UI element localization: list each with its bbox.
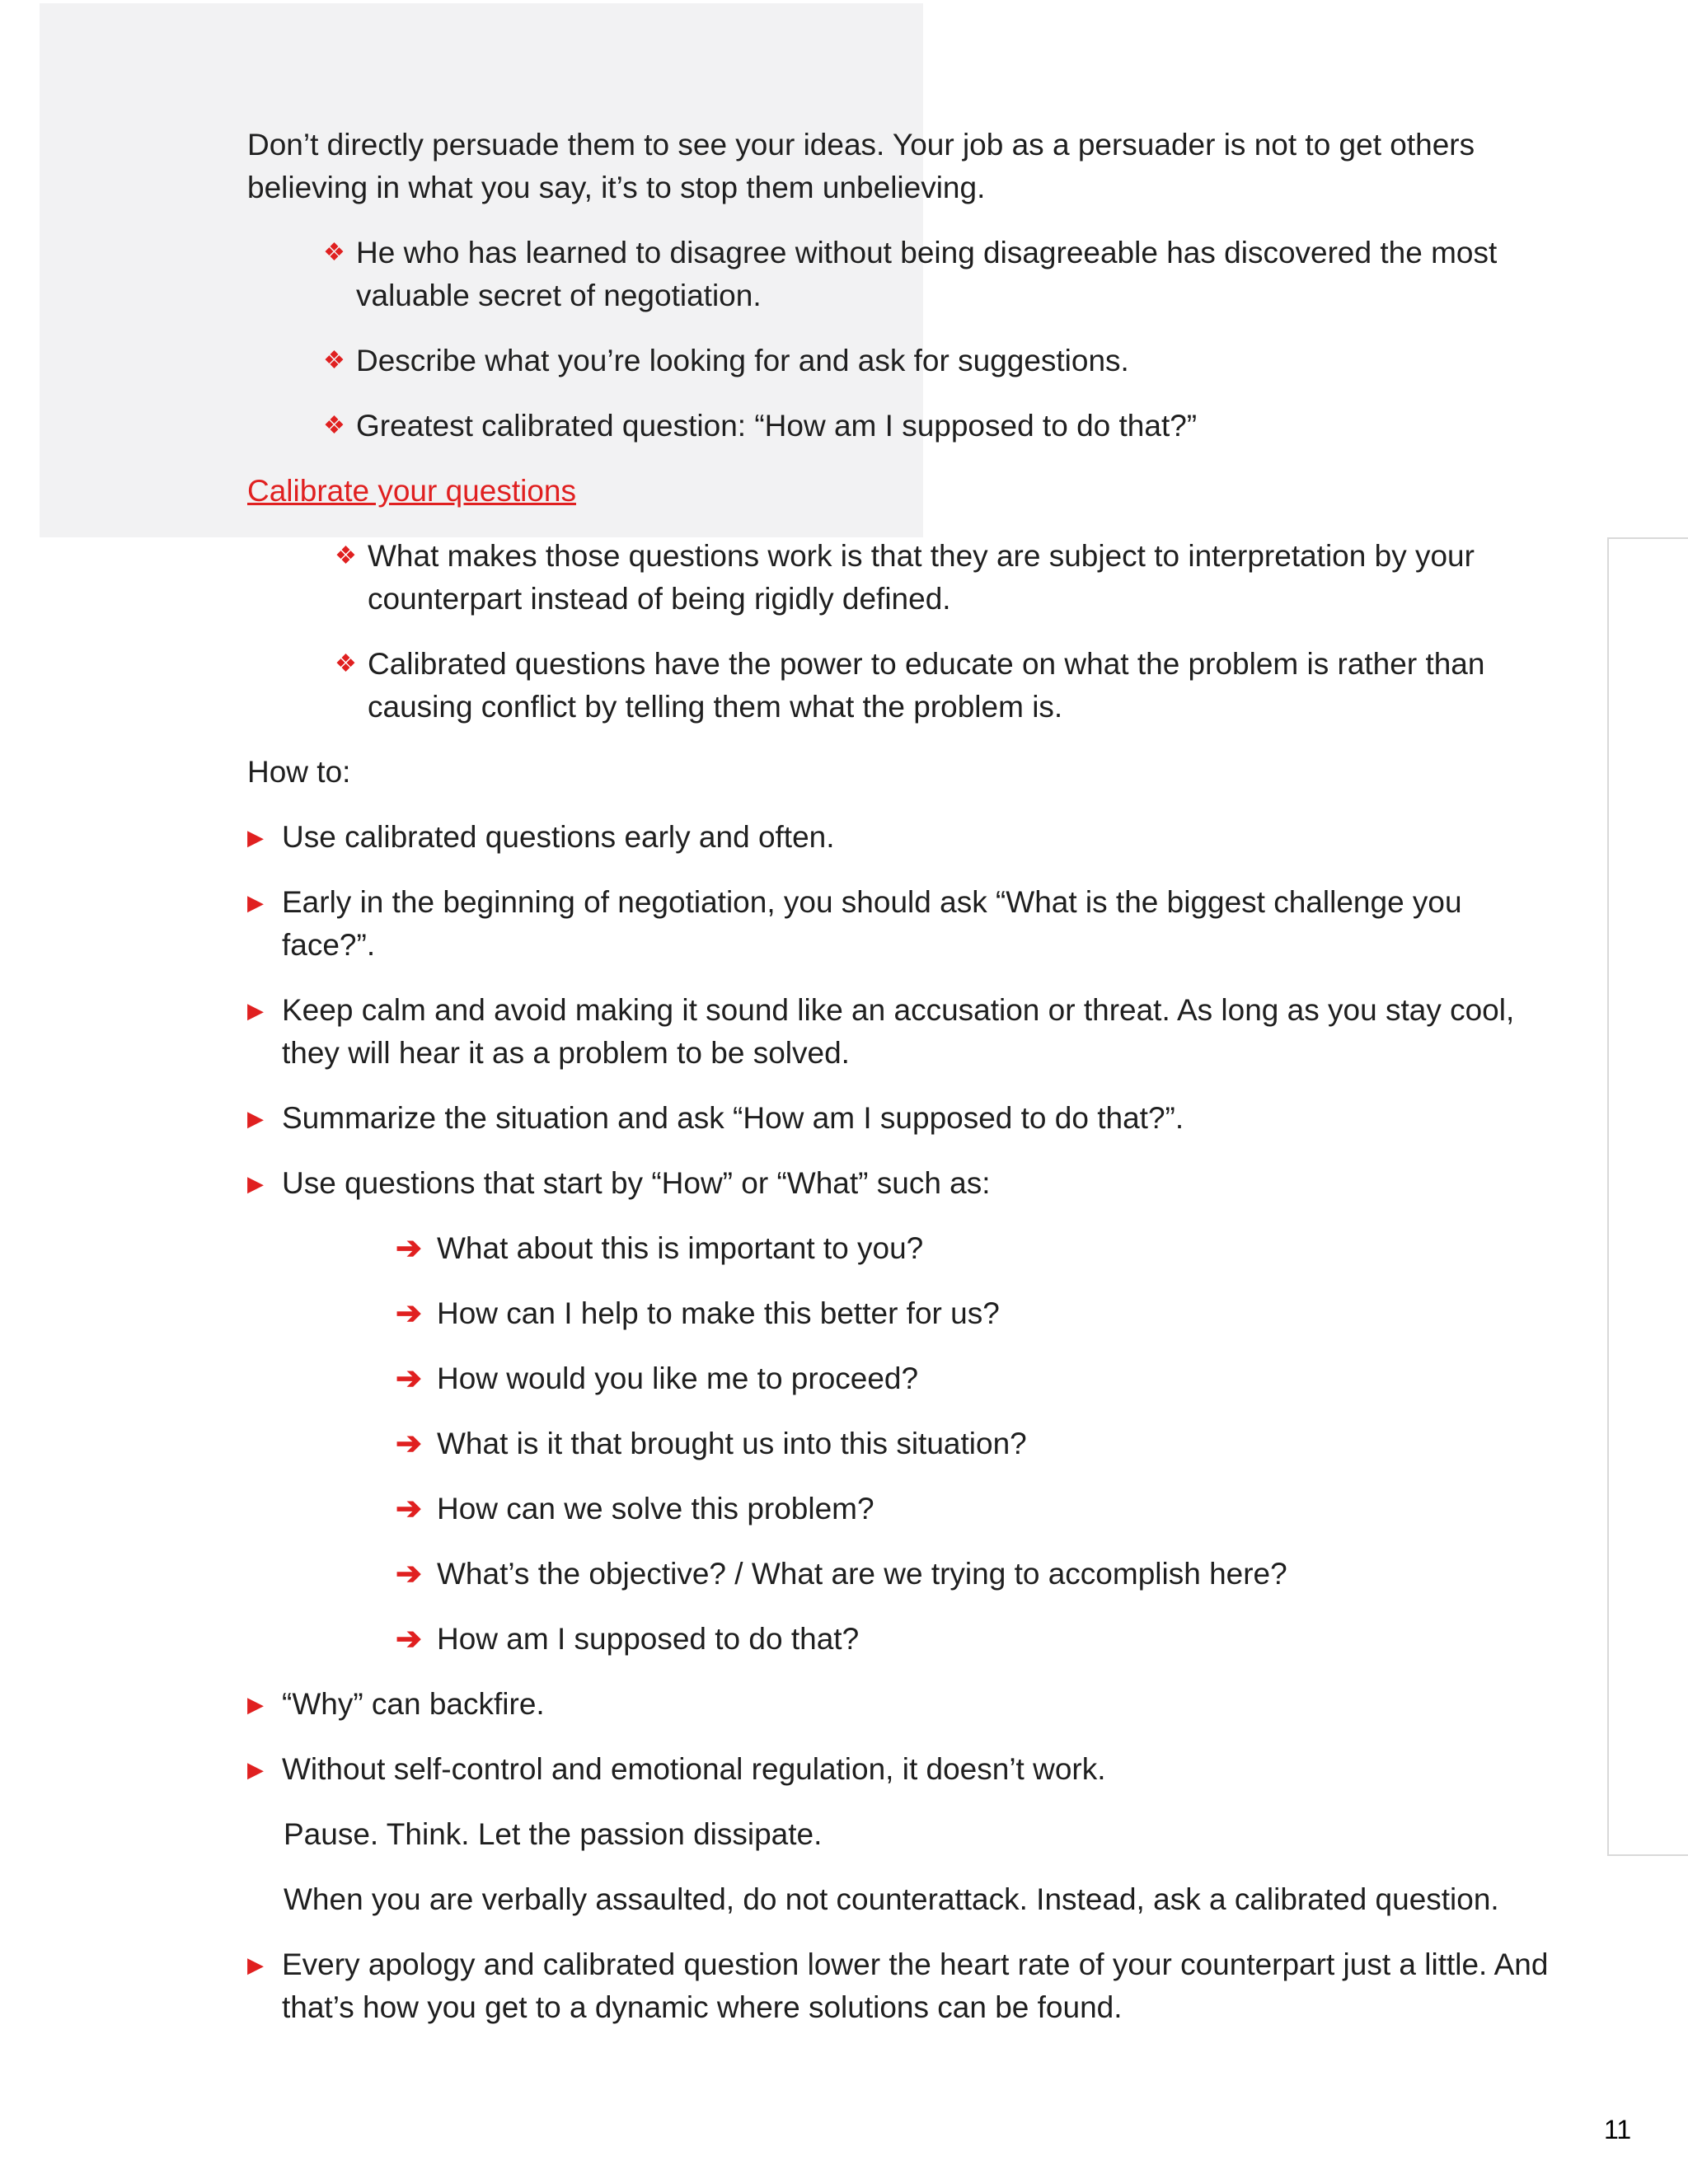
calibrate-point-text: What makes those questions work is that they are subject to interpretation by your counterpart instead of being rigidly defined.	[368, 539, 1475, 616]
arrow-bullet-icon: ➔	[396, 1557, 422, 1591]
diamond-bullet-icon: ❖	[323, 239, 345, 266]
triangle-bullet-icon: ▶	[247, 1757, 264, 1782]
example-question-text: How can we solve this problem?	[437, 1492, 874, 1526]
arrow-bullet-icon: ➔	[396, 1492, 422, 1526]
how-to-text: Use questions that start by “How” or “What” such as:	[282, 1166, 991, 1200]
example-question	[247, 1488, 1550, 1530]
triangle-bullet-icon: ▶	[247, 1106, 264, 1131]
calibrate-point-text: Calibrated questions have the power to educate on what the problem is rather than causing conflict by telling them what the problem is.	[368, 647, 1485, 724]
arrow-bullet-icon: ➔	[396, 1361, 422, 1396]
tip-item	[247, 340, 1550, 382]
how-to-item	[247, 1097, 1550, 1140]
tip-text: Describe what you’re looking for and ask for suggestions.	[356, 344, 1129, 377]
how-to-text: Early in the beginning of negotiation, you should ask “What is the biggest challenge you face?”.	[282, 885, 1462, 962]
example-question-text: How can I help to make this better for us?	[437, 1296, 1000, 1330]
tip-text: Greatest calibrated question: “How am I supposed to do that?”	[356, 409, 1198, 443]
page-content	[247, 124, 1550, 2051]
how-to-text: Use calibrated questions early and often.	[282, 820, 835, 854]
example-question-text: What is it that brought us into this situation?	[437, 1427, 1027, 1460]
intro-paragraph: Don’t directly persuade them to see your ideas. Your job as a persuader is not to get others believing in what you say, it’s to stop them unbelieving.	[247, 128, 1475, 204]
arrow-bullet-icon: ➔	[396, 1427, 422, 1461]
how-to-text: Without self-control and emotional regulation, it doesn’t work.	[282, 1752, 1106, 1786]
triangle-bullet-icon: ▶	[247, 825, 264, 850]
diamond-bullet-icon: ❖	[335, 650, 357, 677]
calibrate-point	[247, 535, 1550, 621]
how-to-label: How to:	[247, 755, 351, 789]
tip-item	[247, 405, 1550, 448]
example-question	[247, 1357, 1550, 1400]
example-question	[247, 1227, 1550, 1270]
example-question-text: How would you like me to proceed?	[437, 1361, 919, 1395]
example-question	[247, 1553, 1550, 1596]
diamond-bullet-icon: ❖	[323, 412, 345, 439]
note-paragraph: Pause. Think. Let the passion dissipate.	[284, 1817, 823, 1851]
how-to-item	[247, 816, 1550, 859]
tip-text: He who has learned to disagree without being disagreeable has discovered the most valuable secret of negotiation.	[356, 236, 1498, 312]
example-question	[247, 1618, 1550, 1661]
diamond-bullet-icon: ❖	[323, 347, 345, 374]
example-question	[247, 1292, 1550, 1335]
calibrate-questions-link[interactable]: Calibrate your questions	[247, 474, 576, 508]
calibrate-point	[247, 643, 1550, 729]
note-paragraph: When you are verbally assaulted, do not counterattack. Instead, ask a calibrated question.	[284, 1882, 1499, 1916]
triangle-bullet-icon: ▶	[247, 998, 264, 1023]
how-to-item	[247, 989, 1550, 1075]
how-to-item	[247, 1943, 1550, 2029]
how-to-text: Summarize the situation and ask “How am I supposed to do that?”.	[282, 1101, 1184, 1135]
diamond-bullet-icon: ❖	[335, 542, 357, 569]
how-to-item	[247, 1683, 1550, 1726]
triangle-bullet-icon: ▶	[247, 1692, 264, 1717]
example-question-text: What’s the objective? / What are we trying to accomplish here?	[437, 1557, 1287, 1591]
arrow-bullet-icon: ➔	[396, 1622, 422, 1657]
page-number: 11	[1604, 2115, 1632, 2144]
example-question-text: What about this is important to you?	[437, 1231, 924, 1265]
how-to-text: Keep calm and avoid making it sound like an accusation or threat. As long as you stay cool, they will hear it as a problem to be solved.	[282, 993, 1515, 1070]
how-to-item	[247, 1748, 1550, 1791]
side-panel	[1607, 537, 1688, 1856]
triangle-bullet-icon: ▶	[247, 1171, 264, 1196]
triangle-bullet-icon: ▶	[247, 890, 264, 915]
tip-item	[247, 232, 1550, 317]
how-to-text: Every apology and calibrated question lower the heart rate of your counterpart just a little. And that’s how you get to a dynamic where solutions can be found.	[282, 1947, 1549, 2024]
how-to-text: “Why” can backfire.	[282, 1687, 545, 1721]
how-to-item	[247, 881, 1550, 967]
how-to-item	[247, 1162, 1550, 1205]
arrow-bullet-icon: ➔	[396, 1231, 422, 1266]
example-question	[247, 1422, 1550, 1465]
example-question-text: How am I supposed to do that?	[437, 1622, 860, 1656]
triangle-bullet-icon: ▶	[247, 1952, 264, 1977]
arrow-bullet-icon: ➔	[396, 1296, 422, 1331]
